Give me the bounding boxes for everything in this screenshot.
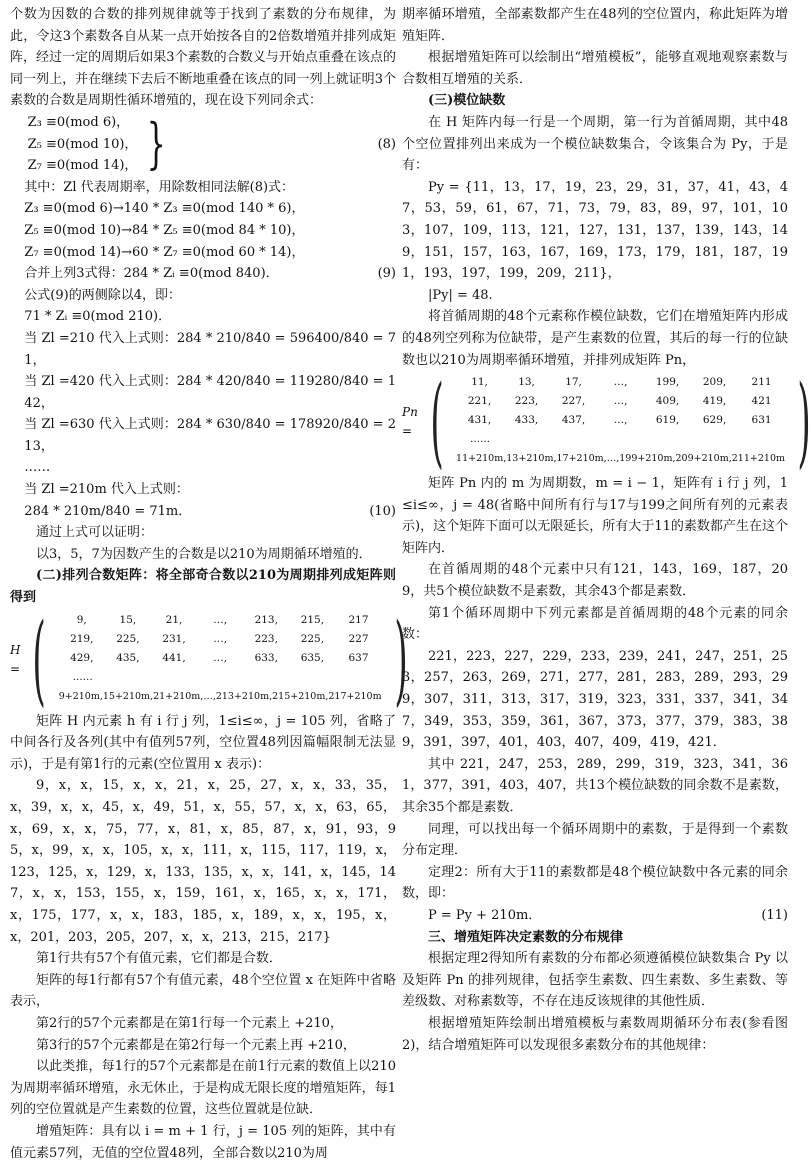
paragraph: 同理，可以找出每一个循环周期中的素数，于是得到一个素数分布定理． [402, 821, 788, 859]
matrix-cell: …, [203, 690, 216, 702]
matrix-cell: 223, [254, 632, 278, 645]
matrix-cell: 17, [565, 376, 582, 389]
paragraph: 将首循周期的48个元素称作模位缺数，它们在增殖矩阵内形成的48列空列称为位缺带，是产生素数的位置，其后的每一行的位缺数也以210为周期率循环增殖，并排列成矩阵 Pn， [402, 309, 788, 368]
matrix-cell: 11, [471, 376, 488, 389]
paragraph: 矩阵的每1行都有57个有值元素，48个空位置 x 在矩阵中省略表示， [10, 972, 396, 1010]
matrix-cell: 629, [702, 414, 727, 427]
section-heading: (三)模位缺数 [428, 93, 506, 109]
matrix-row [59, 687, 382, 706]
equation-system [10, 112, 174, 177]
matrix-cell: 635, [300, 651, 325, 664]
matrix-cell: 13, [518, 376, 535, 389]
matrix-cell: 419, [702, 395, 727, 408]
equation-9 [10, 263, 396, 285]
equation-11 [402, 905, 788, 927]
matrix-cell: 227 [348, 632, 369, 645]
equation-line: Z₅ ≡0(mod 10)→84 * Z₅ ≡0(mod 84 * 10)， [24, 222, 305, 238]
matrix-row [59, 611, 382, 630]
matrix-cell: 21+210m, [153, 690, 204, 702]
matrix-cell: …, [213, 632, 228, 645]
paragraph: 定理2：所有大于11的素数都是48个模位缺数中各元素的同余数，即： [402, 864, 788, 902]
equation-line: Z₇ ≡0(mod 14)， [27, 158, 138, 174]
equation-line: 当 Zl =420 代入上式则：284 * 420/840 = 119280/840 = 142， [24, 374, 396, 411]
matrix-h [10, 602, 408, 717]
matrix-cell: 637 [348, 651, 369, 664]
number-sequence: 221，223，227，229，233，239，241，247，251，253，257，263，269，271，277，281，283，289，293，299，307，311，313，317，319，323，331，337，341，347，349，353，359，361，367，373，377，379，383，389，391，397，401，403，407，409，419，421． [402, 648, 788, 751]
matrix-cell: 15, [119, 613, 137, 626]
paragraph: 根据增殖矩阵可以绘制出“增殖模板”，能够直观地观察素数与合数相互增殖的关系． [402, 50, 788, 87]
equation-line: 当 Zl =630 代入上式则：284 * 630/840 = 178920/840 = 213， [24, 417, 396, 454]
matrix-cell: 435, [116, 651, 140, 664]
paragraph: 根据定理2得知所有素数的分布都必须遵循模位缺数集合 Py 以及矩阵 Pn 的排列规律，包括孪生素数、四生素数、多生素数、等差级数、对称素数等，不存在违反该规律的其他性质． [402, 951, 788, 1010]
matrix-cell: 221, [467, 395, 492, 408]
matrix-label: H = [10, 642, 21, 676]
matrix-row [456, 373, 785, 392]
number-sequence: 9，x，x，15，x，x，21，x，25，27，x，x，33，35，x，39，x，x，45，x，49，51，x，55，57，x，x，63，65，x，69，x，x，75，77，x，81，x，85，87，x，91，93，95，x，99，x，x，105，x，x，111，x，115，117，119，x，123，125，x，129，x，133，135，x，x，141，x，145，147，x，x，153，155，x，159，161，x，165，x，x，171，x，175，177，x，x，183，185，x，189，x，x，195，x，x，201，203，205，207，x，x，213，215，217} [10, 778, 396, 945]
matrix-cell: 433, [514, 414, 539, 427]
matrix-cell: …, [213, 651, 228, 664]
ellipsis-line: …… [24, 460, 51, 476]
equation-number: (11) [761, 907, 788, 923]
matrix-row [456, 411, 785, 430]
paragraph: 第1个循环周期中下列元素都是首循周期的48个元素的同余数： [402, 605, 788, 643]
matrix-cell: 219, [70, 632, 94, 645]
matrix-cell: …, [606, 453, 620, 465]
matrix-cell: 225, [116, 632, 140, 645]
matrix-pn [402, 365, 811, 480]
matrix-cell: …, [613, 395, 628, 408]
matrix-row [59, 630, 382, 649]
matrix-row [456, 449, 785, 468]
right-paren: ) [797, 365, 811, 480]
equation-number: (9) [377, 266, 396, 282]
paragraph: 其中 221，247，253，289，299，319，323，341，361，377，391，403，407，共13个模位缺数的同余数不是素数，其余35个都是素数． [402, 756, 788, 815]
matrix-cell: 211+210m [731, 453, 785, 465]
matrix-cell: 431, [467, 414, 492, 427]
matrix-cell: 21, [165, 613, 183, 626]
equation-line: 284 * 210m/840 = 71m． [24, 503, 192, 519]
paragraph: 在首循周期的48个元素中只有121，143，169，187，209，共5个模位缺数不是素数，其余43个都是素数． [402, 562, 788, 600]
matrix-cell: …, [613, 414, 628, 427]
matrix-cell: 231, [162, 632, 186, 645]
matrix-row [59, 649, 382, 668]
matrix-cell: 409, [655, 395, 680, 408]
paragraph: 第2行的57个元素都是在第1行每一个元素上 +210， [36, 1015, 343, 1031]
matrix-cell: 9+210m, [58, 690, 103, 702]
matrix-cell: 631 [751, 414, 772, 427]
equation-10 [10, 501, 396, 523]
matrix-row [456, 392, 785, 411]
equation-line: 71 * Zᵢ ≡0(mod 210)． [24, 309, 172, 325]
matrix-cell: 11+210m, [456, 453, 507, 465]
matrix-cell: 437, [561, 414, 586, 427]
paragraph: 第3行的57个元素都是在第2行每一个元素上再 +210， [36, 1037, 356, 1053]
paragraph: 其中：Zl 代表周期率，用除数相同法解(8)式： [24, 179, 295, 195]
matrix-cell: 227, [561, 395, 586, 408]
matrix-cell: …, [213, 613, 228, 626]
equation-line: 合并上列3式得：284 * Zᵢ ≡0(mod 840)． [24, 266, 279, 282]
congruence-system-8 [10, 112, 396, 177]
paragraph: 通过上式可以证明： [36, 525, 154, 541]
matrix-cell: 9, [76, 613, 87, 626]
matrix-cell: 215+210m, [272, 690, 329, 702]
left-paren: ( [32, 602, 47, 717]
matrix-cell: 217 [348, 613, 369, 626]
matrix-cell: 633, [254, 651, 278, 664]
paragraph: 矩阵 H 内元素 h 有 i 行 j 列，1≤i≤∞，j = 105 列，省略了中间各行及各列(其中有值列57列，空位置48列因篇幅限制无法显示)，于是有第1行的元素(空位置用 x 表示)： [10, 713, 396, 772]
section-heading: 三、增殖矩阵决定素数的分布规律 [428, 929, 624, 945]
matrix-cell: 199+210m, [619, 453, 676, 465]
left-paren: ( [430, 365, 444, 480]
matrix-cell: 441, [162, 651, 186, 664]
matrix-cell: 209+210m, [675, 453, 732, 465]
right-brace: } [147, 112, 167, 176]
matrix-cell: 215, [300, 613, 325, 626]
matrix-cell: 13+210m, [506, 453, 557, 465]
matrix-ellipsis: ...... [72, 670, 93, 683]
matrix-cell: 17+210m, [556, 453, 607, 465]
paragraph: 根据增殖矩阵绘制出增殖模板与素数周期循环分布表(参看图2)，结合增殖矩阵可以发现很多素数分布的其他规律： [402, 1015, 788, 1053]
equation-line: Z₅ ≡0(mod 10)， [27, 136, 138, 152]
matrix-cell: 225, [300, 632, 325, 645]
matrix-cell: 213+210m, [215, 690, 273, 702]
equation-line: 当 Zl =210 代入上式则：284 * 210/840 = 596400/840 = 71， [24, 330, 396, 368]
matrix-cell: 213, [254, 613, 278, 626]
matrix-cell: 15+210m, [102, 690, 154, 702]
matrix-ellipsis: ...... [470, 433, 491, 446]
equation-number: (10) [369, 503, 396, 519]
matrix-cell: 209, [702, 376, 727, 389]
matrix-cell: …, [613, 376, 628, 389]
paragraph: 矩阵 Pn 内的 m 为周期数，m = i − 1，矩阵有 i 行 j 列，1≤i≤∞，j = 48(省略中间所有行与17与199之间所有列的元素表示)，这个矩阵下面可以无限延长，所有大于11的素数都产生在这个矩阵内． [402, 476, 788, 556]
matrix-cell: 223, [514, 395, 539, 408]
matrix-cell: 429, [70, 651, 94, 664]
matrix-cell: 421 [751, 395, 772, 408]
equation-line: Z₃ ≡0(mod 6)， [27, 114, 130, 130]
equation-line: Z₃ ≡0(mod 6)→140 * Z₃ ≡0(mod 140 * 6)， [24, 201, 305, 217]
matrix-label: Pn = [402, 405, 418, 439]
paragraph: 以3，5，7为因数产生的合数是以210为周期循环增殖的． [36, 546, 372, 562]
matrix-cell: 619, [655, 414, 680, 427]
paragraph: 期率循环增殖，全部素数都产生在48列的空位置内，称此矩阵为增殖矩阵． [402, 7, 788, 44]
paragraph: 在 H 矩阵内每一行是一个周期，第一行为首循周期，其中48个空位置排列出来成为一个模位缺数集合，令该集合为 Py，于是有： [402, 114, 788, 174]
set-definition: Py = {11，13，17，19，23，29，31，37，41，43，47，53，59，61，67，71，73，79，83，89，97，101，103，107，109，113，121，127，131，137，139，143，149，151，157，163，167，169，173，179，181，187，191，193，197，199，209，211}， [402, 179, 788, 282]
right-column [402, 4, 811, 1056]
paragraph: 第1行共有57个有值元素，它们都是合数． [36, 951, 282, 967]
right-paren: ) [394, 602, 408, 717]
equation-line: P = Py + 210m． [428, 907, 542, 923]
equation-number: (8) [377, 136, 396, 152]
left-column [10, 4, 408, 1164]
equation-line: |Py| = 48. [428, 287, 493, 303]
matrix-cell: 211 [751, 376, 772, 389]
equation-line: 公式(9)的两侧除以4，即： [24, 287, 181, 303]
paragraph: 以此类推，每1行的57个元素都是在前1行元素的数值上以210为周期率循环增殖，永无休止，于是构成无限长度的增殖矩阵，每1列的空位置就是产生素数的位置，这些位置就是位缺． [10, 1059, 396, 1118]
section-heading: (二)排列合数矩阵：将全部奇合数以210为周期排列成矩阵则得到 [10, 568, 396, 606]
matrix-cell: 217+210m [328, 690, 382, 702]
paragraph: 个数为因数的合数的排列规律就等于找到了素数的分布规律，为此，令这3个素数各自从某一点开始按各自的2倍数增殖并排列成矩阵，经过一定的周期后如果3个素数的合数义与开始点重叠在该点的同一列上，并在继续下去后不断地重叠在该点的同一列上就证明3个素数的合数是周期性循环增殖的，现在设下列同余式： [10, 7, 396, 109]
paragraph: 增殖矩阵：具有以 i = m + 1 行，j = 105 列的矩阵，其中有值元素57列，无值的空位置48列，全部合数以210为周 [10, 1123, 396, 1161]
equation-line: Z₇ ≡0(mod 14)→60 * Z₇ ≡0(mod 60 * 14)， [24, 244, 305, 260]
equation-line: 当 Zl =210m 代入上式则： [24, 482, 189, 498]
matrix-cell: 199, [655, 376, 680, 389]
